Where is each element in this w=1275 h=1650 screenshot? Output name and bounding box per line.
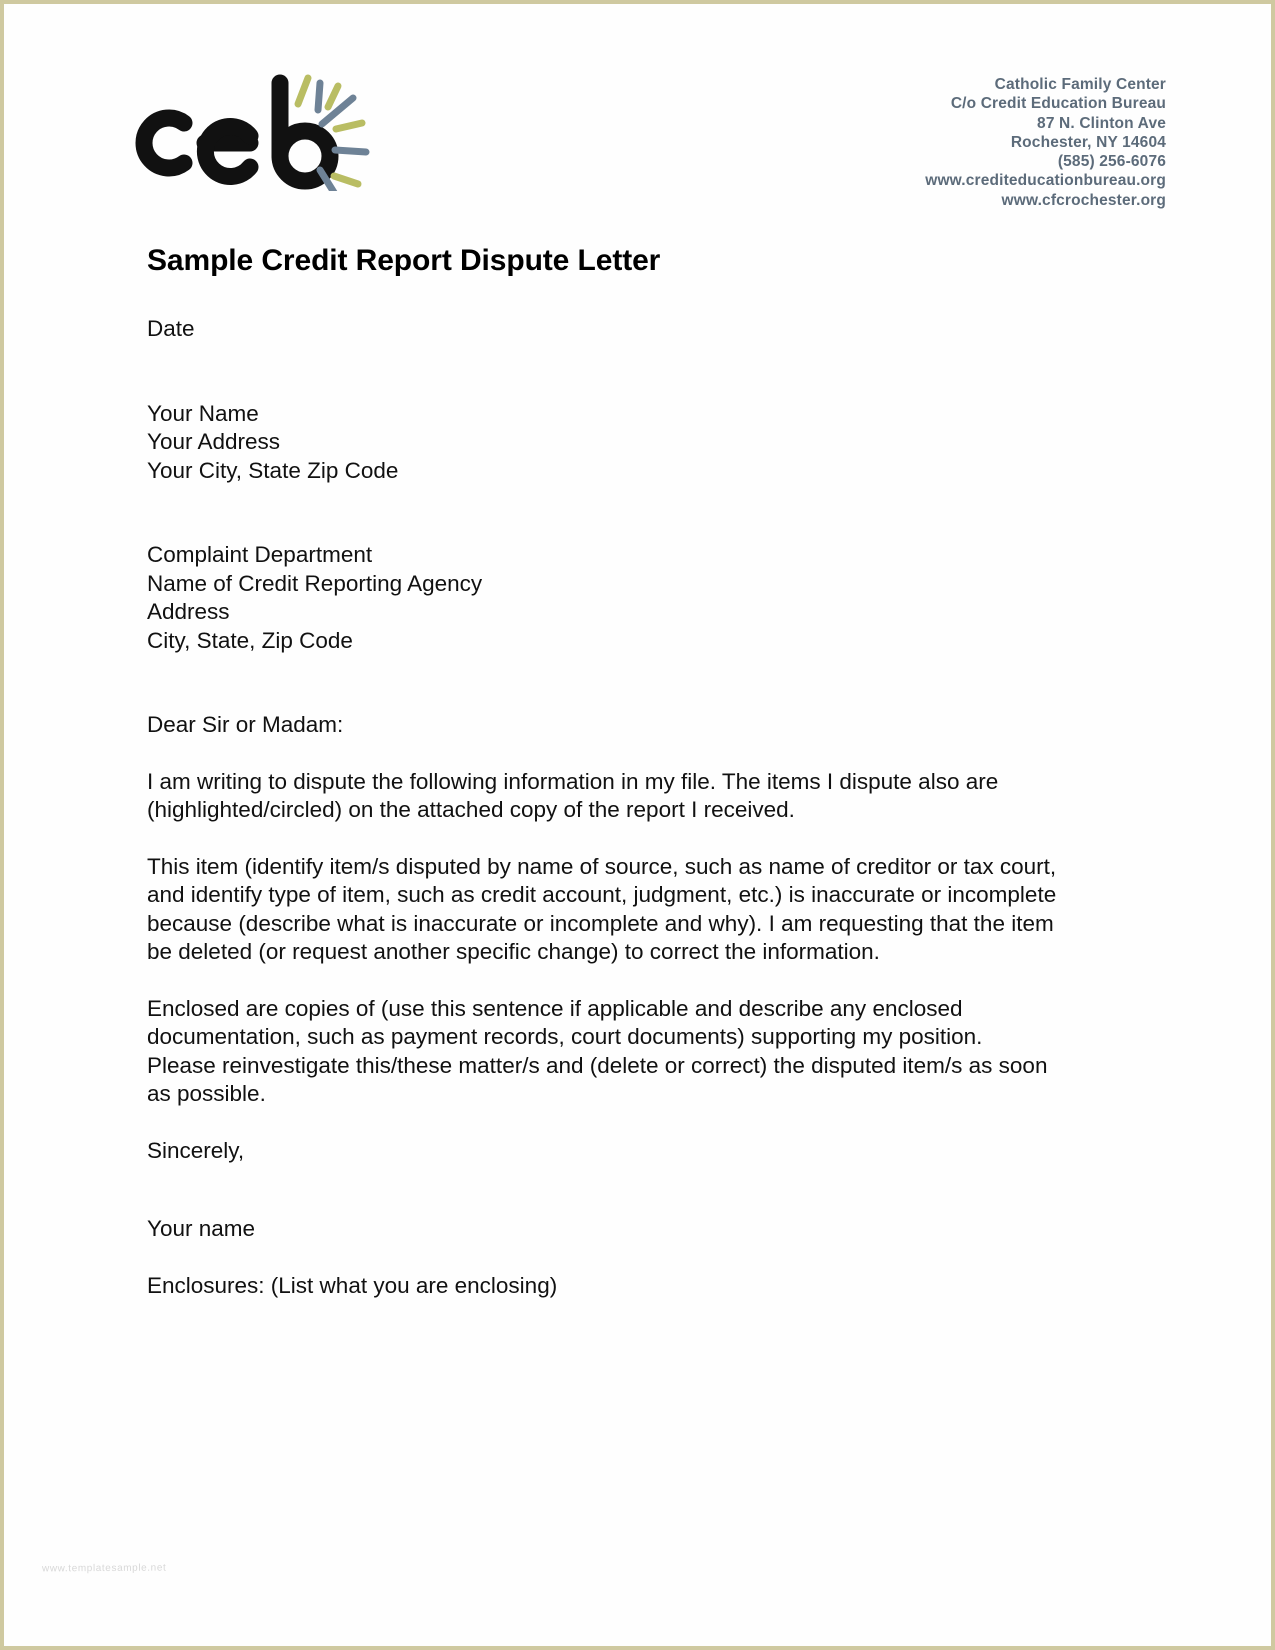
spacer [147, 825, 1062, 853]
recipient-department: Complaint Department [147, 542, 373, 567]
spacer [147, 967, 1062, 995]
recipient-agency: Name of Credit Reporting Agency [147, 570, 483, 596]
body-paragraph-3: Enclosed are copies of (use this sentence if applicable and describe any enclosed documentation, such as payment records, court documents) supporting my position. Please reinvestigate this/these matter/s and (delete or correct) the disputed item/s as soon as possible. [147, 995, 1048, 1106]
enclosures-line: Enclosures: (List what you are enclosing) [147, 1272, 558, 1298]
body-paragraph-1: I am writing to dispute the following information in my file. The items I dispute also are (highlighted/circled) on the attached copy of the report I received. [147, 768, 999, 822]
page-surface [4, 4, 1271, 1646]
spacer [147, 655, 1062, 711]
sender-city-state-zip: Your City, State Zip Code [147, 457, 399, 483]
org-website-secondary[interactable]: www.cfcrochester.org [1001, 191, 1166, 209]
spacer [147, 344, 1062, 400]
spacer [147, 1109, 1062, 1137]
salutation: Dear Sir or Madam: [147, 712, 344, 737]
letterhead [4, 4, 1271, 229]
ceb-logo-icon [122, 66, 372, 191]
recipient-street: Address [147, 599, 230, 624]
ceb-logo [122, 66, 372, 191]
body-paragraph-2: This item (identify item/s disputed by name of source, such as name of creditor or tax court, and identify type of item, such as credit account, judgment, etc.) is inaccurate or incomplete because (describe what is inaccurate or incomplete and why). I am requesting that the item be deleted (or request another specific change) to correct the information. [147, 853, 1057, 964]
org-website-primary[interactable]: www.crediteducationbureau.org [925, 172, 1166, 190]
sender-name: Your Name [147, 400, 259, 426]
recipient-address-block [147, 541, 1062, 655]
org-line-2: C/o Credit Education Bureau [950, 95, 1166, 113]
sender-street: Your Address [147, 429, 281, 454]
org-line-1: Catholic Family Center [994, 76, 1166, 93]
spacer [147, 485, 1062, 541]
spacer [147, 1244, 1062, 1272]
org-line-3: 87 N. Clinton Ave [1037, 114, 1166, 132]
date-placeholder: Date [147, 316, 195, 341]
letter-body [147, 244, 1062, 1300]
org-phone: (585) 256-6076 [1057, 153, 1166, 171]
watermark: www.templatesample.net [41, 1562, 167, 1575]
signature-name: Your name [147, 1216, 255, 1241]
signature-space [147, 1165, 1062, 1215]
page-title: Sample Credit Report Dispute Letter [147, 244, 661, 277]
spacer [147, 740, 1062, 768]
sender-address-block [147, 400, 1062, 486]
closing-salutation: Sincerely, [147, 1137, 245, 1163]
organization-address [925, 75, 1166, 210]
recipient-city-state-zip: City, State, Zip Code [147, 627, 353, 653]
org-line-4: Rochester, NY 14604 [1010, 133, 1166, 151]
